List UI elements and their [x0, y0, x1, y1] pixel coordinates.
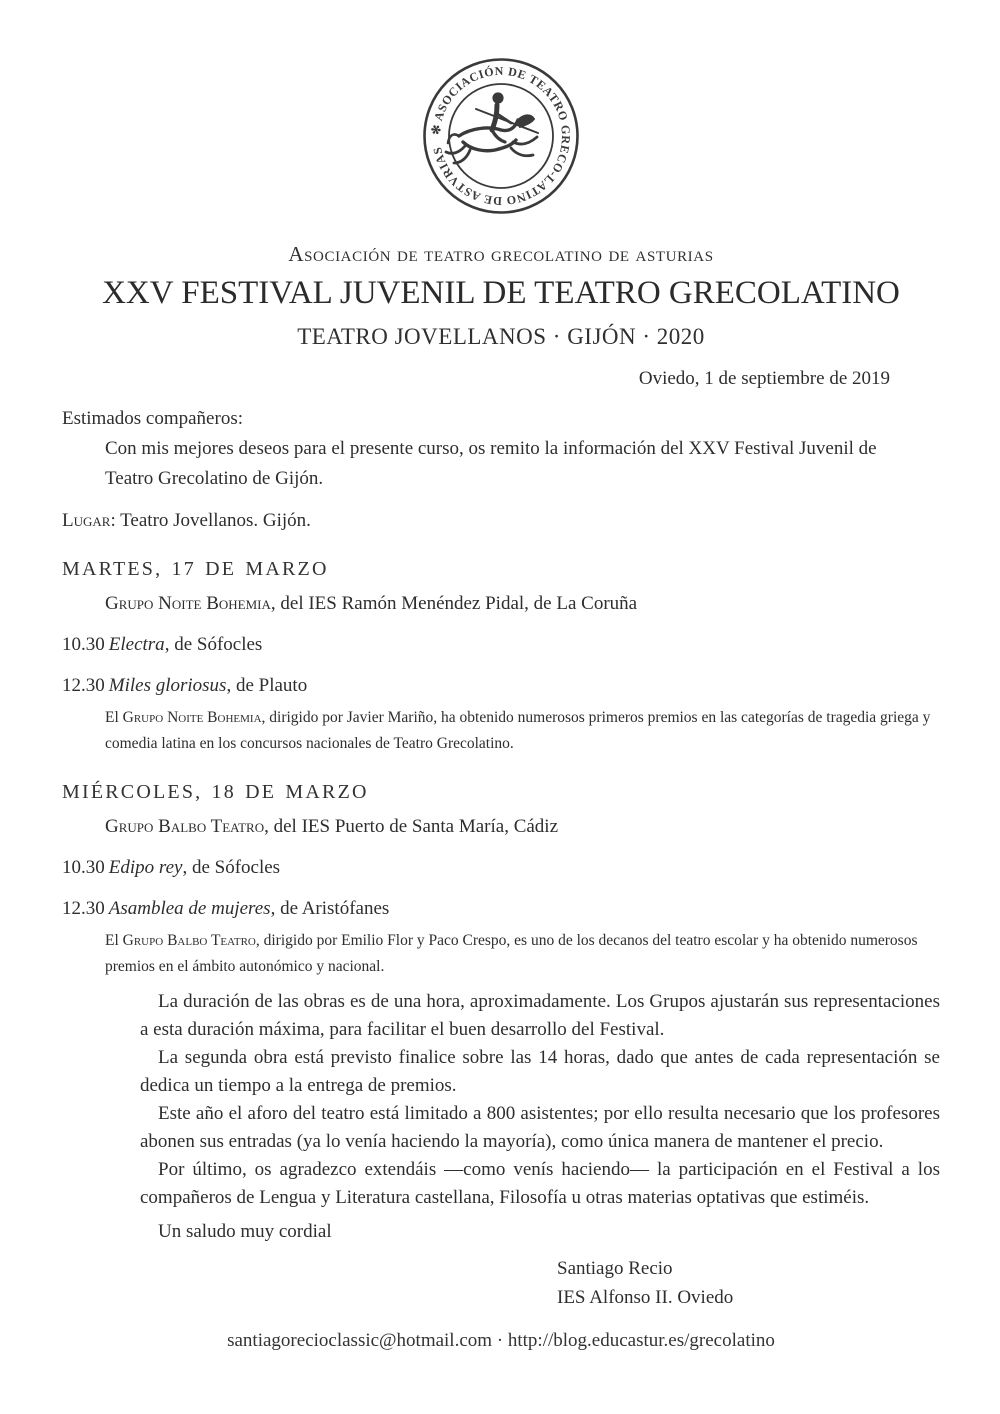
note-prefix: El — [105, 932, 123, 949]
entry-time: 12.30 — [62, 675, 105, 696]
entry-author: , de Aristófanes — [270, 898, 390, 919]
entry-time: 12.30 — [62, 898, 105, 919]
venue-label: Lugar: — [62, 510, 116, 531]
entry-work-title: Electra — [108, 634, 165, 655]
intro-paragraph: Con mis mejores deseos para el presente curso, os remito la información del XXV Festival Juvenil de Teatro Grecolatino de Gijón. — [105, 438, 877, 489]
date-line: Oviedo, 1 de septiembre de 2019 — [638, 368, 890, 389]
note-text: , dirigido por Emilio Flor y Paco Crespo, es uno de los decanos del teatro escolar y ha obtenido numerosos premios en el ámbito autonómico y nacional. — [105, 932, 918, 975]
entry-work-title: Miles gloriosus — [108, 675, 227, 696]
note-group-name: Grupo Balbo Teatro — [122, 932, 256, 949]
entry-author: , de Sófocles — [164, 634, 263, 655]
closing-paragraph: La segunda obra está previsto finalice sobre las 14 horas, dado que antes de cada representación se dedica un tiempo a la entrega de premios. — [140, 1047, 940, 1096]
entry-author: , de Sófocles — [182, 857, 281, 878]
footer-contact-line: santiagorecioclassic@hotmail.com · http://blog.educastur.es/grecolatino — [227, 1330, 775, 1351]
group-line-balbo-teatro — [105, 813, 940, 841]
entry-work-title: Edipo rey — [108, 857, 183, 878]
seal-svg — [421, 56, 581, 216]
closing-paragraph: Este año el aforo del teatro está limitado a 800 asistentes; por ello resulta necesario que los profesores abonen sus entradas (ya lo venía haciendo la mayoría), como única manera de mantener el precio. — [140, 1103, 940, 1152]
program-entry — [62, 895, 940, 923]
entry-time: 10.30 — [62, 634, 105, 655]
day-heading-martes: MARTES, 17 DE MARZO — [62, 558, 329, 580]
association-seal-logo — [421, 56, 581, 216]
organization-name: Asociación de teatro grecolatino de asturias — [288, 242, 714, 266]
farewell-line: Un saludo muy cordial — [158, 1221, 332, 1242]
seal-ring-text: ✻ ASOCIACIÓN DE TEATRO GRECO-LATINO DE ASTVRIAS — [428, 63, 574, 209]
closing-block — [140, 988, 940, 1212]
note-text: , dirigido por Javier Mariño, ha obtenido numerosos primeros premios en las categorías de tragedia griega y comedia latina en los concursos nacionales de Teatro Grecolatino. — [105, 709, 931, 752]
page-title: XXV FESTIVAL JUVENIL DE TEATRO GRECOLATINO — [102, 275, 900, 311]
seal-outer-ring — [425, 60, 578, 213]
group-line-noite-bohemia — [105, 590, 940, 618]
note-group-name: Grupo Noite Bohemia — [122, 709, 262, 726]
entry-author: , de Plauto — [226, 675, 308, 696]
closing-paragraph: La duración de las obras es de una hora, aproximadamente. Los Grupos ajustarán sus representaciones a esta duración máxima, para facilitar el buen desarrollo del Festival. — [140, 991, 940, 1040]
program-entry — [62, 854, 940, 882]
group-detail: , del IES Ramón Menéndez Pidal, de La Coruña — [270, 593, 638, 614]
signature-name: Santiago Recio — [557, 1258, 673, 1279]
entry-time: 10.30 — [62, 857, 105, 878]
program-entry — [62, 672, 940, 700]
salutation: Estimados compañeros: — [62, 408, 243, 429]
signature-block — [557, 1254, 940, 1312]
group-name: Grupo Balbo Teatro — [105, 816, 265, 837]
signature-institution: IES Alfonso II. Oviedo — [557, 1287, 734, 1308]
program-entry — [62, 631, 940, 659]
venue-value: Teatro Jovellanos. Gijón. — [115, 510, 311, 531]
group-note — [105, 705, 940, 757]
day-heading-miercoles: MIÉRCOLES, 18 DE MARZO — [62, 781, 369, 803]
note-prefix: El — [105, 709, 123, 726]
group-name: Grupo Noite Bohemia — [105, 593, 271, 614]
subtitle-venue-year: TEATRO JOVELLANOS · GIJÓN · 2020 — [297, 324, 705, 349]
entry-work-title: Asamblea de mujeres — [108, 898, 271, 919]
group-detail: , del IES Puerto de Santa María, Cádiz — [264, 816, 559, 837]
closing-paragraph: Por último, os agradezco extendáis —como venís haciendo— la participación en el Festival a los compañeros de Lengua y Literatura castellana, Filosofía u otras materias optativas que estiméis. — [140, 1159, 940, 1208]
group-note — [105, 928, 940, 980]
venue-line — [62, 507, 940, 534]
